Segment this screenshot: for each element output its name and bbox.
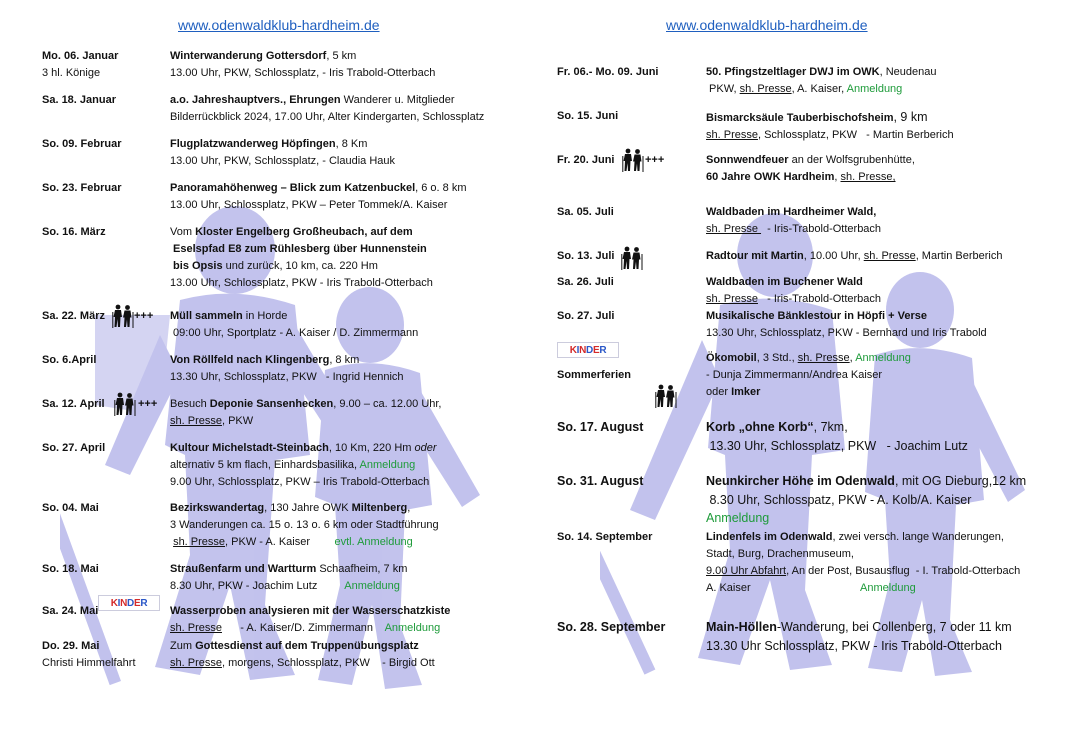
event-line <box>706 127 954 144</box>
event-details <box>706 248 1003 265</box>
event-text: - Dunja Zimmermann/Andrea Kaiser <box>706 369 883 381</box>
event-details <box>706 204 881 238</box>
event-line <box>170 578 407 595</box>
event-date <box>42 638 136 672</box>
event-text: Ökomobil <box>706 352 757 364</box>
date-label: Do. 29. Mai <box>42 640 100 652</box>
event-text: A. Kaiser <box>706 582 861 594</box>
event-details <box>706 418 968 455</box>
event-line <box>170 136 395 153</box>
event-line <box>170 413 442 430</box>
event-text: PKW, <box>706 83 740 95</box>
press-reference: sh. Presse <box>797 352 850 364</box>
event-date <box>557 618 665 637</box>
press-reference: sh. Presse <box>170 622 222 634</box>
event-text: 9.00 Uhr, Schlossplatz, PKW – Iris Trabold-Otterbach <box>170 476 430 488</box>
event-text: , 8 km <box>329 354 360 366</box>
event-text: , Neudenau <box>879 66 937 78</box>
event-line <box>706 81 936 98</box>
event-line <box>170 275 433 292</box>
event-details <box>170 500 439 551</box>
event-text: Panoramahöhenweg – Blick zum Katzenbuckel <box>170 182 416 194</box>
event-text: Bilderrückblick 2024, 17.00 Uhr, Alter Kindergarten, Schlossplatz <box>170 111 485 123</box>
left-page <box>0 0 530 700</box>
event-text: , A. Kaiser, <box>791 83 847 95</box>
event-line <box>706 325 987 342</box>
event-details <box>170 396 442 430</box>
hikers-icon <box>622 148 644 178</box>
event-text: Winterwanderung Gottersdorf <box>170 50 327 62</box>
event-text: , 7km, <box>813 420 848 434</box>
event-text: Neunkircher Höhe im Odenwald <box>706 474 895 488</box>
event-text: -Wanderung, bei Collenberg, 7 oder 11 km <box>776 620 1012 634</box>
event-line <box>170 474 437 491</box>
date-label: Sa. 18. Januar <box>42 94 116 106</box>
event-date <box>42 136 121 153</box>
event-details <box>170 224 433 292</box>
date-label: So. 27. April <box>42 442 106 454</box>
event-text: Musikalische Bänklestour in Höpfi + Verse <box>706 310 927 322</box>
event-details <box>706 152 915 186</box>
event-text: 3 Wanderungen ca. 15 o. 13 o. 6 km oder Stadtführung <box>170 519 439 531</box>
event-text: 13.30 Uhr Schlossplatz, PKW - Iris Trabold-Otterbach <box>706 638 1002 653</box>
event-line <box>706 221 881 238</box>
event-details <box>706 274 881 308</box>
event-line <box>706 491 1026 510</box>
event-text: 13.00 Uhr, Schlossplatz, PKW – Peter Tommek/A. Kaiser <box>170 199 448 211</box>
event-text: , Martin Berberich <box>915 250 1003 262</box>
event-text: 13.30 Uhr, Schlossplatz, PKW - Joachim Lutz <box>706 438 968 453</box>
event-line <box>170 534 439 551</box>
event-line <box>170 224 433 241</box>
event-text: Bezirkswandertag <box>170 502 265 514</box>
date-label: Sa. 22. März <box>42 310 105 322</box>
date-label: Sa. 05. Juli <box>557 206 614 218</box>
event-text: , 3 Std., <box>756 352 798 364</box>
event-text: in Horde <box>242 310 288 322</box>
event-date <box>557 308 614 325</box>
event-line <box>170 325 418 342</box>
event-line <box>706 529 1020 546</box>
registration-label: Anmeldung <box>846 83 903 95</box>
date-label: So. 27. Juli <box>557 310 615 322</box>
event-text: , <box>407 502 411 514</box>
date-label: So. 13. Juli <box>557 250 615 262</box>
event-details <box>706 618 1012 655</box>
event-date <box>557 108 618 125</box>
event-text: 8.30 Uhr, Schlosspatz, PKW - A. Kolb/A. Kaiser <box>706 492 972 507</box>
event-text: Miltenberg <box>351 502 408 514</box>
event-line <box>706 618 1012 637</box>
event-line <box>706 384 911 401</box>
event-line <box>706 637 1012 656</box>
event-text: Main-Höllen <box>706 620 777 634</box>
event-text: , mit OG Dieburg,12 km <box>894 474 1027 488</box>
event-date <box>42 224 106 241</box>
event-text: oder <box>706 386 732 398</box>
event-date <box>557 204 614 221</box>
event-line <box>706 472 1026 491</box>
right-page <box>535 0 1070 700</box>
event-details <box>170 48 435 82</box>
event-text: Müll sammeln <box>170 310 243 322</box>
registration-label: Anmeldung <box>860 582 916 594</box>
hikers-icon <box>621 246 643 276</box>
event-line <box>170 638 435 655</box>
event-details <box>706 472 1026 528</box>
event-date <box>557 418 643 437</box>
event-line <box>706 367 911 384</box>
event-text: Waldbaden im Buchener Wald <box>706 276 863 288</box>
press-reference: sh. Presse <box>706 223 762 235</box>
event-text: 13.30 Uhr, Schlossplatz, PKW - Ingrid Hennich <box>170 371 404 383</box>
date-label: So. 6.April <box>42 354 97 366</box>
event-line <box>706 580 1020 597</box>
event-line <box>706 169 915 186</box>
event-text: , 6 o. 8 km <box>415 182 467 194</box>
press-reference: sh. Presse <box>863 250 916 262</box>
event-text: 13.00 Uhr, PKW, Schlossplatz, - Claudia Hauk <box>170 155 395 167</box>
event-text: 50. Pfingstzeltlager DWJ im OWK <box>706 66 880 78</box>
event-text: , zwei versch. lange Wanderungen, <box>832 531 1004 543</box>
plus-marker: +++ <box>645 154 665 166</box>
event-date <box>42 561 99 578</box>
event-line <box>170 561 407 578</box>
event-line <box>170 517 439 534</box>
event-date <box>42 180 121 197</box>
kinder-logo: K I N D E R <box>557 342 619 358</box>
event-text: 60 Jahre OWK Hardheim <box>706 171 835 183</box>
event-date <box>557 64 658 81</box>
hikers-icon <box>114 392 136 422</box>
event-line <box>706 291 881 308</box>
press-reference: sh. Presse <box>739 83 792 95</box>
event-text: Lindenfels im Odenwald <box>706 531 833 543</box>
event-text: und zurück, 10 km, ca. 220 Hm <box>222 260 378 272</box>
event-date <box>557 248 614 265</box>
event-text: Flugplatzwanderweg Höpfingen <box>170 138 336 150</box>
event-line <box>170 620 450 637</box>
event-line <box>706 274 881 291</box>
event-line <box>706 546 1020 563</box>
date-note: Christi Himmelfahrt <box>42 657 136 669</box>
registration-label: Anmeldung <box>344 580 400 592</box>
date-label: So. 09. Februar <box>42 138 122 150</box>
event-details <box>706 308 987 342</box>
date-note: 3 hl. Könige <box>42 67 101 79</box>
event-line <box>170 457 437 474</box>
event-date <box>42 440 105 457</box>
event-line <box>170 241 433 258</box>
event-text: 13.00 Uhr, Schlossplatz, PKW - Iris Trabold-Otterbach <box>170 277 433 289</box>
date-label: So. 31. August <box>557 474 644 488</box>
event-text: bis Opsis <box>170 260 223 272</box>
event-date <box>42 308 105 325</box>
event-text: , <box>834 171 841 183</box>
event-line <box>170 500 439 517</box>
event-details <box>170 638 435 672</box>
event-details <box>170 92 484 126</box>
event-text: Sonnwendfeuer <box>706 154 789 166</box>
event-text: Waldbaden im Hardheimer Wald, <box>706 206 877 218</box>
event-text: Deponie Sansenhecken <box>209 398 334 410</box>
event-text: , morgens, Schlossplatz, PKW - Birgid Ott <box>221 657 435 669</box>
registration-label: Anmeldung <box>384 622 441 634</box>
date-label: Fr. 06.- Mo. 09. Juni <box>557 66 659 78</box>
event-line <box>706 108 954 127</box>
event-date <box>557 529 652 546</box>
event-date <box>42 92 116 109</box>
event-line <box>170 369 404 386</box>
date-label: Fr. 20. Juni <box>557 154 615 166</box>
event-text: Besuch <box>170 398 210 410</box>
event-text: 13.00 Uhr, PKW, Schlossplatz, - Iris Trabold-Otterbach <box>170 67 436 79</box>
event-text: 13.30 Uhr, Schlossplatz, PKW - Bernhard und Iris Trabold <box>706 327 987 339</box>
event-text: , <box>849 352 856 364</box>
event-details <box>170 180 466 214</box>
event-text: Bismarcksäule Tauberbischofsheim <box>706 112 894 124</box>
event-line <box>706 509 1026 528</box>
event-text: , An der Post, Busausflug - I. Trabold-Otterbach <box>786 565 1021 577</box>
event-line <box>706 563 1020 580</box>
press-reference: sh. Presse <box>706 293 758 305</box>
event-line <box>170 440 437 457</box>
event-text: - Iris-Trabold-Otterbach <box>757 293 882 305</box>
event-text: Eselspfad E8 zum Rühlesberg über Hunnenstein <box>170 243 427 255</box>
event-text: Wasserproben analysieren mit der Wasserschatzkiste <box>170 605 451 617</box>
event-text: , PKW <box>221 415 254 427</box>
event-details <box>706 108 954 144</box>
event-text: Kloster Engelberg Großheubach, auf dem <box>195 226 413 238</box>
kinder-logo: K I N D E R <box>98 595 160 611</box>
event-line <box>706 308 987 325</box>
event-line <box>706 350 911 367</box>
date-note: Sommerferien <box>557 369 631 381</box>
event-line <box>706 64 936 81</box>
event-text: , Schlossplatz, PKW - Martin Berberich <box>757 129 954 141</box>
event-line <box>170 65 435 82</box>
event-text: , 5 km <box>326 50 357 62</box>
event-line <box>706 204 881 221</box>
event-details <box>170 561 407 595</box>
event-line <box>170 352 404 369</box>
event-line <box>170 92 484 109</box>
event-details <box>170 308 418 342</box>
event-details <box>170 352 404 386</box>
press-reference: sh. Presse <box>173 536 226 548</box>
event-details <box>170 603 450 637</box>
event-text: , 8 Km <box>335 138 368 150</box>
event-text: alternativ 5 km flach, Einhardsbasilika, <box>170 459 360 471</box>
event-line <box>170 258 433 275</box>
event-text: Gottesdienst auf dem Truppenübungsplatz <box>195 640 419 652</box>
event-text: Straußenfarm und Wartturm <box>170 563 317 575</box>
press-reference: sh. Presse <box>170 657 222 669</box>
event-line <box>170 308 418 325</box>
date-label: So. 04. Mai <box>42 502 99 514</box>
website-link[interactable]: www.odenwaldklub-hardheim.de <box>666 17 868 33</box>
press-reference: 9.00 Uhr Abfahrt <box>706 565 787 577</box>
plus-marker: +++ <box>138 398 158 410</box>
event-details <box>706 350 911 401</box>
event-text: - Iris-Trabold-Otterbach <box>761 223 882 235</box>
event-line <box>706 418 968 437</box>
event-text: an der Wolfsgrubenhütte, <box>788 154 915 166</box>
event-details <box>170 440 437 491</box>
date-label: Mo. 06. Januar <box>42 50 119 62</box>
date-label: So. 17. August <box>557 420 644 434</box>
event-text: Radtour mit Martin <box>706 250 804 262</box>
event-text: oder <box>414 442 437 454</box>
event-date <box>42 48 118 82</box>
date-label: So. 18. Mai <box>42 563 99 575</box>
event-details <box>706 64 936 98</box>
event-text: 09:00 Uhr, Sportplatz - A. Kaiser / D. Zimmermann <box>170 327 419 339</box>
event-text: , 130 Jahre OWK <box>264 502 352 514</box>
event-line <box>706 248 1003 265</box>
event-text: Schaafheim, 7 km <box>316 563 408 575</box>
event-date <box>557 472 643 491</box>
event-line <box>170 180 466 197</box>
event-text: Wanderer u. Mitglieder <box>340 94 455 106</box>
event-date <box>42 603 98 620</box>
registration-label: Anmeldung <box>706 511 770 525</box>
event-text: , PKW - A. Kaiser <box>225 536 335 548</box>
event-text: Vom <box>170 226 196 238</box>
event-text: , 10 Km, 220 Hm <box>328 442 415 454</box>
date-label: Sa. 12. April <box>42 398 105 410</box>
event-text: , 9 km <box>893 110 928 124</box>
date-label: So. 28. September <box>557 620 666 634</box>
event-date <box>42 352 96 369</box>
event-line <box>170 396 442 413</box>
date-label: So. 23. Februar <box>42 182 122 194</box>
date-label: So. 16. März <box>42 226 106 238</box>
event-details <box>706 529 1020 597</box>
press-reference: sh. Presse <box>706 129 758 141</box>
plus-marker: +++ <box>134 310 154 322</box>
hikers-icon <box>655 384 677 414</box>
event-date <box>557 274 614 291</box>
date-label: So. 14. September <box>557 531 653 543</box>
event-line <box>170 197 466 214</box>
registration-label: evtl. Anmeldung <box>334 536 413 548</box>
event-line <box>170 48 435 65</box>
event-date <box>42 396 105 413</box>
date-label: Sa. 24. Mai <box>42 605 99 617</box>
event-line <box>706 437 968 456</box>
event-date <box>557 152 614 169</box>
event-line <box>170 109 484 126</box>
press-reference: sh. Presse, <box>840 171 896 183</box>
event-date <box>42 500 99 517</box>
event-text: Zum <box>170 640 196 652</box>
event-text: Von Röllfeld nach Klingenberg <box>170 354 330 366</box>
registration-label: Anmeldung <box>855 352 911 364</box>
event-line <box>170 153 395 170</box>
press-reference: sh. Presse <box>170 415 222 427</box>
registration-label: Anmeldung <box>359 459 416 471</box>
event-text: 8.30 Uhr, PKW - Joachim Lutz <box>170 580 345 592</box>
event-text: Korb „ohne Korb“ <box>706 420 814 434</box>
event-line <box>706 152 915 169</box>
event-text: , 9.00 – ca. 12.00 Uhr, <box>333 398 442 410</box>
date-label: So. 15. Juni <box>557 110 619 122</box>
date-label: Sa. 26. Juli <box>557 276 614 288</box>
event-text: Imker <box>731 386 761 398</box>
event-text: Stadt, Burg, Drachenmuseum, <box>706 548 854 560</box>
event-details <box>170 136 395 170</box>
event-text: , 10.00 Uhr, <box>803 250 864 262</box>
event-text: - A. Kaiser/D. Zimmermann <box>221 622 385 634</box>
hikers-icon <box>112 304 134 334</box>
event-line <box>170 603 450 620</box>
website-link[interactable]: www.odenwaldklub-hardheim.de <box>178 17 380 33</box>
event-text: Kultour Michelstadt-Steinbach <box>170 442 329 454</box>
event-line <box>170 655 435 672</box>
event-text: a.o. Jahreshauptvers., Ehrungen <box>170 94 341 106</box>
